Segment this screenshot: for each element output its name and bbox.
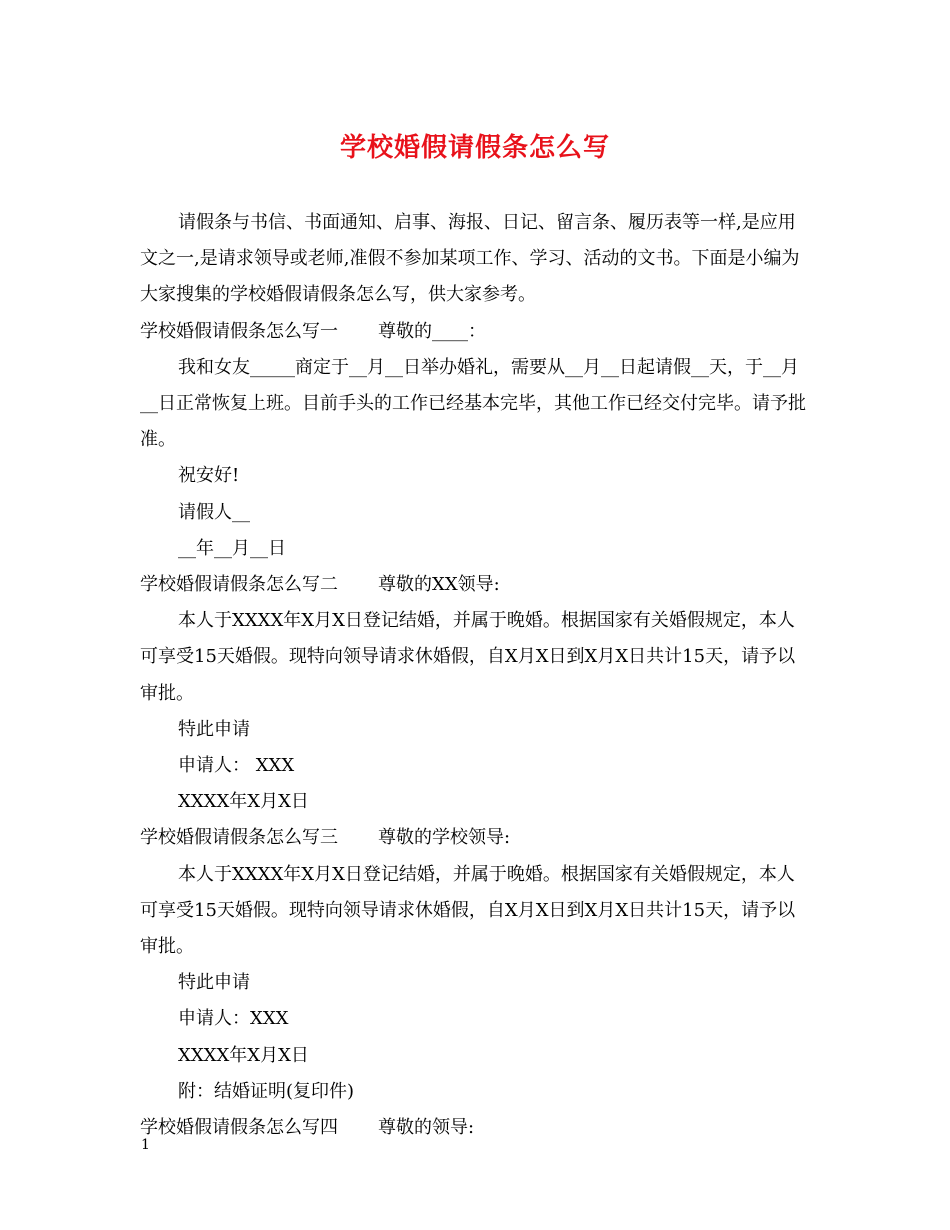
section-applicant-3: 申请人：XXX — [178, 1008, 289, 1030]
section-body-2: 本人于XXXX年X月X日登记结婚，并属于晚婚。根据国家有关婚假规定，本人可享受15天婚假。现特向领导请求休婚假，自X月X日到X月X日共计15天，请予以审批。 — [140, 610, 796, 704]
section-date-2: XXXX年X月X日 — [178, 791, 309, 813]
section-attachment-3: 附：结婚证明(复印件) — [178, 1080, 355, 1102]
section-greeting-2: 尊敬的XX领导: — [378, 574, 500, 596]
section-greeting-4: 尊敬的领导: — [378, 1117, 475, 1139]
section-title-3: 学校婚假请假条怎么写三 — [140, 827, 338, 849]
document-title: 学校婚假请假条怎么写 — [339, 133, 610, 163]
section-body-3: 本人于XXXX年X月X日登记结婚，并属于晚婚。根据国家有关婚假规定，本人可享受15天婚假。现特向领导请求休婚假，自X月X日到X月X日共计15天，请予以审批。 — [140, 863, 796, 958]
section-date-1: __年__月__日 — [178, 537, 286, 559]
section-heading-3 — [140, 820, 812, 856]
page-number: 1 — [141, 1137, 150, 1153]
section-title-1: 学校婚假请假条怎么写一 — [140, 320, 338, 342]
section-greeting-1: 尊敬的____： — [378, 320, 486, 342]
section-closing-3: 特此申请 — [178, 972, 250, 994]
section-heading-1 — [140, 314, 812, 350]
intro-paragraph: 请假条与书信、书面通知、启事、海报、日记、留言条、履历表等一样,是应用文之一,是请求领导或老师,准假不参加某项工作、学习、活动的文书。下面是小编为大家搜集的学校婚假请假条怎么写，供大家参考。 — [140, 212, 800, 306]
section-greeting-3: 尊敬的学校领导: — [378, 827, 511, 849]
section-applicant-2: 申请人： XXX — [178, 755, 295, 777]
section-applicant-1: 请假人__ — [178, 501, 250, 523]
section-title-4: 学校婚假请假条怎么写四 — [140, 1117, 338, 1139]
section-closing-1: 祝安好! — [178, 465, 240, 487]
section-date-3: XXXX年X月X日 — [178, 1044, 309, 1066]
section-title-2: 学校婚假请假条怎么写二 — [140, 574, 338, 596]
section-closing-2: 特此申请 — [178, 718, 250, 740]
document-body — [140, 205, 812, 1146]
section-heading-4 — [140, 1110, 812, 1146]
section-body-1: 我和女友_____商定于__月__日举办婚礼，需要从__月__日起请假__天，于__月__日正常恢复上班。目前手头的工作已经基本完毕，其他工作已经交付完毕。请予批准。 — [140, 356, 806, 451]
section-heading-2 — [140, 567, 812, 603]
